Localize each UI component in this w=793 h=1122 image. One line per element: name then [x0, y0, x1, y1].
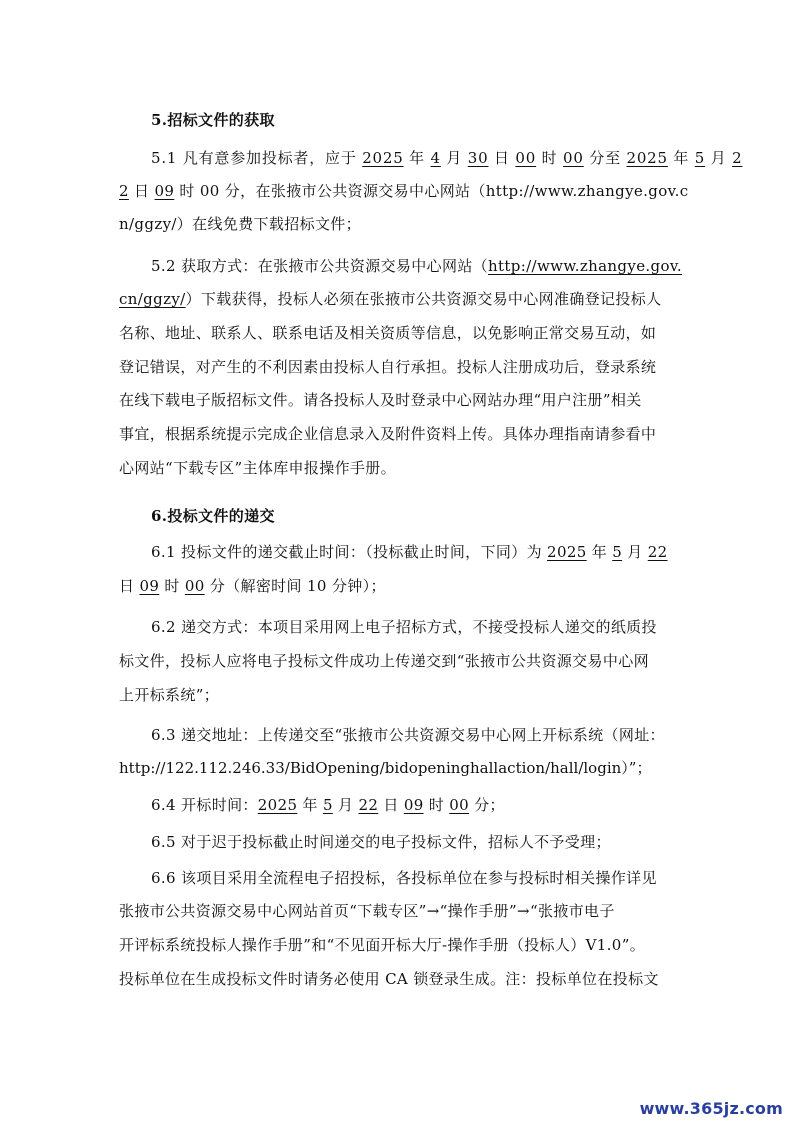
para-6-2-line-1: 6.2 递交方式：本项目采用网上电子招标方式，不接受投标人递交的纸质投 — [151, 618, 657, 636]
para-6-6-line-3: 开评标系统投标人操作手册”和“不见面开标大厅-操作手册（投标人）V1.0”。 — [119, 936, 646, 954]
para-5-2-line-2: cn/ggzy/）下载获得，投标人必须在张掖市公共资源交易中心网准确登记投标人 — [119, 290, 662, 308]
para-5-2-line-1: 5.2 获取方式：在张掖市公共资源交易中心网站（http://www.zhangye.gov. — [151, 257, 683, 275]
para-6-2-line-2: 标文件，投标人应将电子投标文件成功上传递交到“张掖市公共资源交易中心网 — [119, 652, 649, 670]
para-6-6-line-1: 6.6 该项目采用全流程电子招投标，各投标单位在参与投标时相关操作详见 — [151, 869, 657, 887]
para-6-1-line-1: 6.1 投标文件的递交截止时间：（投标截止时间，下同）为 2025 年 5 月 22 — [151, 543, 668, 561]
para-5-2-line-5: 在线下载电子版招标文件。请各投标人及时登录中心网站办理“用户注册”相关 — [119, 391, 642, 409]
site-watermark: www.365jz.com — [639, 1099, 783, 1118]
para-6-3-line-1: 6.3 递交地址：上传递交至“张掖市公共资源交易中心网上开标系统（网址： — [151, 726, 665, 744]
para-6-3-line-2: http://122.112.246.33/BidOpening/bidopeninghallaction/hall/login）”； — [119, 759, 652, 777]
para-6-4-line-1: 6.4 开标时间：2025 年 5 月 22 日 09 时 00 分； — [151, 796, 505, 814]
para-6-6-line-2: 张掖市公共资源交易中心网站首页“下载专区”→“操作手册”→“张掖市电子 — [119, 902, 615, 920]
para-6-6-line-4: 投标单位在生成投标文件时请务必使用 CA 锁登录生成。注：投标单位在投标文 — [119, 970, 659, 988]
section-6-heading: 6.投标文件的递交 — [151, 507, 275, 525]
para-5-2-line-4: 登记错误，对产生的不利因素由投标人自行承担。投标人注册成功后，登录系统 — [119, 358, 657, 376]
para-6-5-line-1: 6.5 对于迟于投标截止时间递交的电子投标文件，招标人不予受理； — [151, 833, 611, 851]
para-5-1-line-3: n/ggzy/）在线免费下载招标文件； — [119, 215, 362, 233]
para-5-2-line-6: 事宜，根据系统提示完成企业信息录入及附件资料上传。具体办理指南请参看中 — [119, 425, 657, 443]
para-5-1-line-2: 2 日 09 时 00 分，在张掖市公共资源交易中心网站（http://www.zhangye.gov.c — [119, 182, 689, 200]
zhangye-ggzy-link-cont[interactable]: cn/ggzy/ — [119, 290, 186, 308]
para-5-1-line-1: 5.1 凡有意参加投标者，应于 2025 年 4 月 30 日 00 时 00 分至 2025 年 5 月 2 — [151, 149, 743, 167]
para-5-2-line-3: 名称、地址、联系人、联系电话及相关资质等信息，以免影响正常交易互动，如 — [119, 324, 657, 342]
para-6-2-line-3: 上开标系统”； — [119, 686, 220, 704]
para-5-2-line-7: 心网站“下载专区”主体库申报操作手册。 — [119, 459, 396, 477]
zhangye-ggzy-link[interactable]: http://www.zhangye.gov. — [488, 257, 683, 275]
para-6-1-line-2: 日 09 时 00 分（解密时间 10 分钟）； — [119, 577, 386, 595]
section-5-heading: 5.招标文件的获取 — [151, 111, 275, 129]
